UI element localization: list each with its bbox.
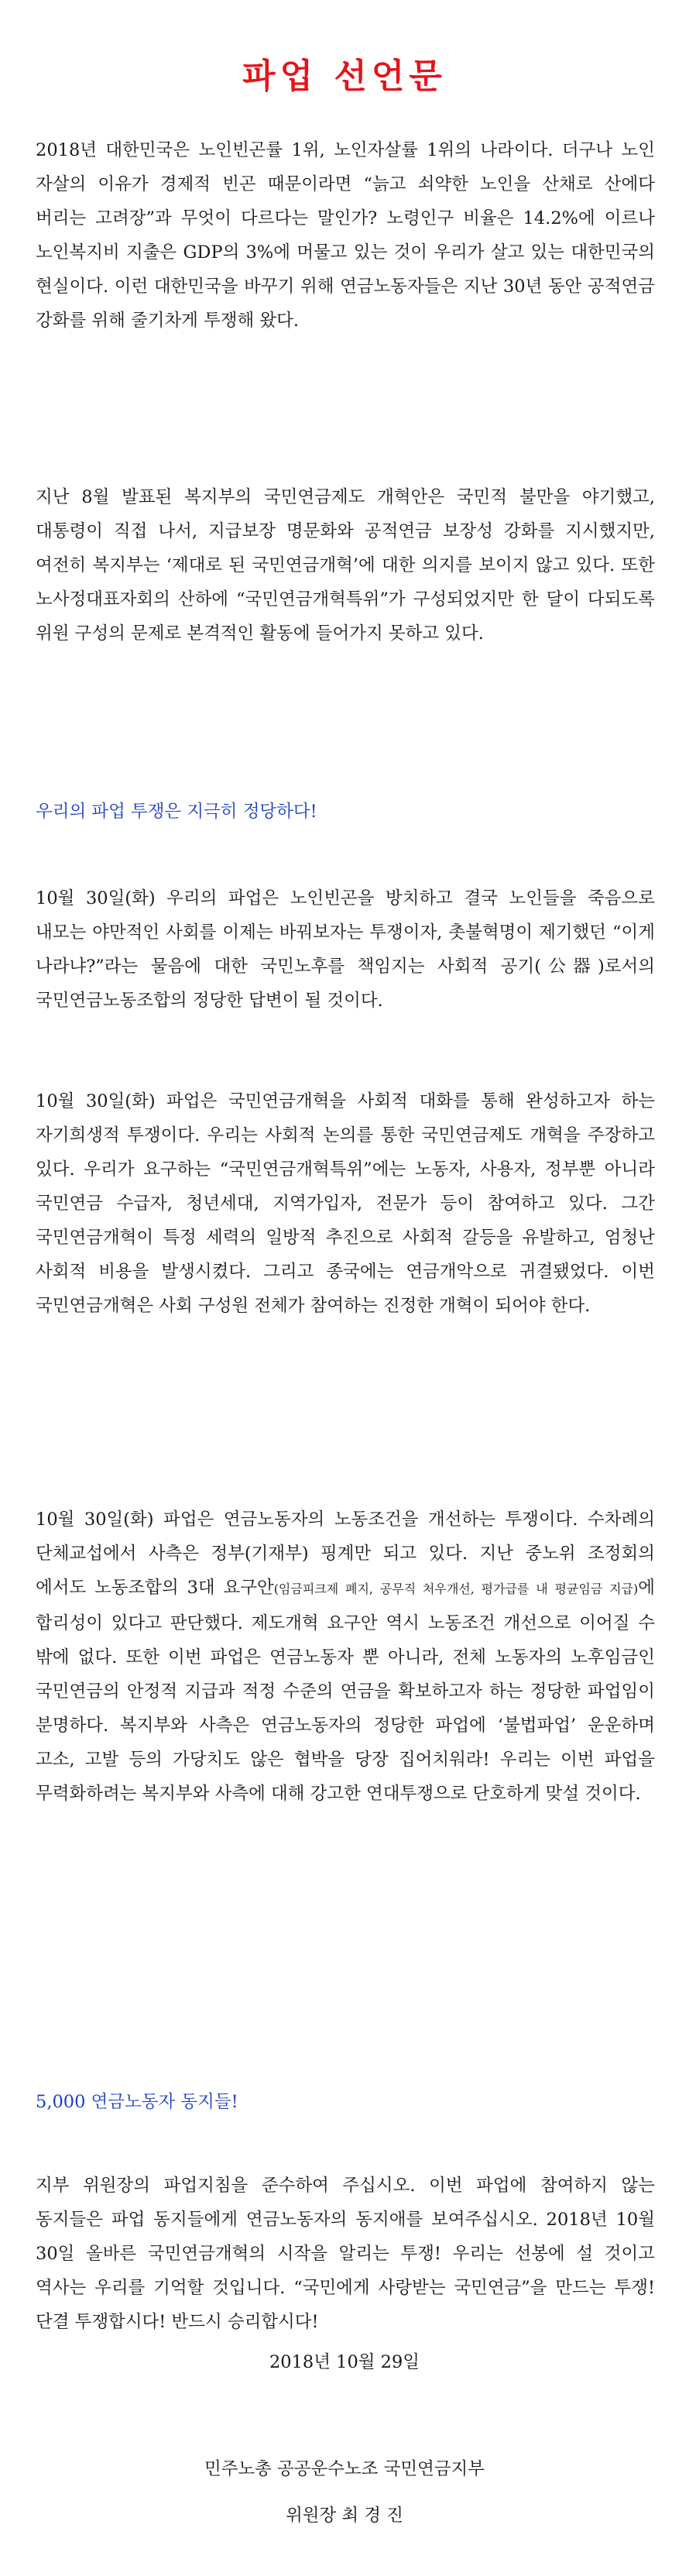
document-title: 파업 선언문 <box>242 57 447 96</box>
paragraph-6: 지부 위원장의 파업지침을 준수하여 주십시오. 이번 파업에 참여하지 않는 동지들은 파업 동지들에게 연금노동자의 동지애를 보여주십시오. 2018년 10월 30일 올바른 국민연금개혁의 시작을 알리는 투쟁! 우리는 선봉에 설 것이고 역사는 우리를 기억할 것입니다. “국민에게 사랑받는 국민연금”을 만드는 투쟁! 단결 투쟁합시다! 반드시 승리합시다! <box>36 2176 655 2332</box>
paragraph-2: 지난 8월 발표된 복지부의 국민연금제도 개혁안은 국민적 불만을 야기했고, 대통령이 직접 나서, 지급보장 명문화와 공적연금 보장성 강화를 지시했지만, 여전히 복지부는 ‘제대로 된 국민연금개혁’에 대한 의지를 보이지 않고 있다. 또한 노사정대표자회의 산하에 “국민연금개혁특위”가 구성되었지만 한 달이 다되도록 위원 구성의 문제로 본격적인 활동에 들어가지 못하고 있다. <box>36 487 655 644</box>
union-demands-note: (임금피크제 폐지, 공무직 처우개선, 평가급를 내 평균임금 지급) <box>273 1582 639 1596</box>
signature-name: 위원장 최 경 진 <box>286 2506 403 2526</box>
paragraph-5 <box>36 1503 655 1811</box>
paragraph-5-part-a: 10월 30일(화) 파업은 연금노동자의 노동조건을 개선하는 투쟁이다. 수차례의 단체교섭에서 사측은 정부(기재부) 핑계만 되고 있다. 지난 중노위 조정회의 에서도 노동조합의 3대 요구안 <box>36 1510 655 1598</box>
paragraph-3: 10월 30일(화) 우리의 파업은 노인빈곤을 방치하고 결국 노인들을 죽음으로 내모는 야만적인 사회를 이제는 바꿔보자는 투쟁이자, 촛불혁명이 제기했던 “이게 나라냐?”라는 물음에 대한 국민노후를 책임지는 사회적 공기(公器)로서의 국민연금노동조합의 정당한 답변이 될 것이다. <box>36 888 655 1011</box>
paragraph-1: 2018년 대한민국은 노인빈곤률 1위, 노인자살률 1위의 나라이다. 더구나 노인 자살의 이유가 경제적 빈곤 때문이라면 “늙고 쇠약한 노인을 산채로 산에다 버리는 고려장”과 무엇이 다르다는 말인가? 노령인구 비율은 14.2%에 이르나 노인복지비 지출은 GDP의 3%에 머물고 있는 것이 우리가 살고 있는 대한민국의 현실이다. 이런 대한민국을 바꾸기 위해 연금노동자들은 지난 30년 동안 공적연금 강화를 위해 줄기차게 투쟁해 왔다. <box>36 140 655 331</box>
paragraph-5-part-b: 에 합리성이 있다고 판단했다. 제도개혁 요구안 역시 노동조건 개선으로 이어질 수 밖에 없다. 또한 이번 파업은 연금노동자 뿐 아니라, 전체 노동자의 노후임금인 국민연금의 안정적 지급과 적정 수준의 연금을 확보하고자 하는 정당한 파업임이 분명하다. 복지부와 사측은 연금노동자의 정당한 파업에 ‘불법파업’ 운운하며 고소, 고발 등의 가당치도 않은 협박을 당장 집어치워라! 우리는 이번 파업을 무력화하려는 복지부와 사측에 대해 강고한 연대투쟁으로 단호하게 맞설 것이다. <box>36 1578 655 1804</box>
section-heading-comrades: 5,000 연금노동자 동지들! <box>36 2092 238 2112</box>
signature-organization: 민주노총 공공운수노조 국민연금지부 <box>204 2459 485 2479</box>
statement-date: 2018년 10월 29일 <box>269 2352 420 2372</box>
section-heading-legitimacy: 우리의 파업 투쟁은 지극히 정당하다! <box>36 802 317 822</box>
paragraph-4: 10월 30일(화) 파업은 국민연금개혁을 사회적 대화를 통해 완성하고자 하는 자기희생적 투쟁이다. 우리는 사회적 논의를 통한 국민연금제도 개혁을 주장하고 있다. 우리가 요구하는 “국민연금개혁특위”에는 노동자, 사용자, 정부뿐 아니라 국민연금 수급자, 청년세대, 지역가입자, 전문가 등이 참여하고 있다. 그간 국민연금개혁이 특정 세력의 일방적 추진으로 사회적 갈등을 유발하고, 엄청난 사회적 비용을 발생시켰다. 그리고 종국에는 연금개악으로 귀결됐었다. 이번 국민연금개혁은 사회 구성원 전체가 참여하는 진정한 개혁이 되어야 한다. <box>36 1091 655 1316</box>
